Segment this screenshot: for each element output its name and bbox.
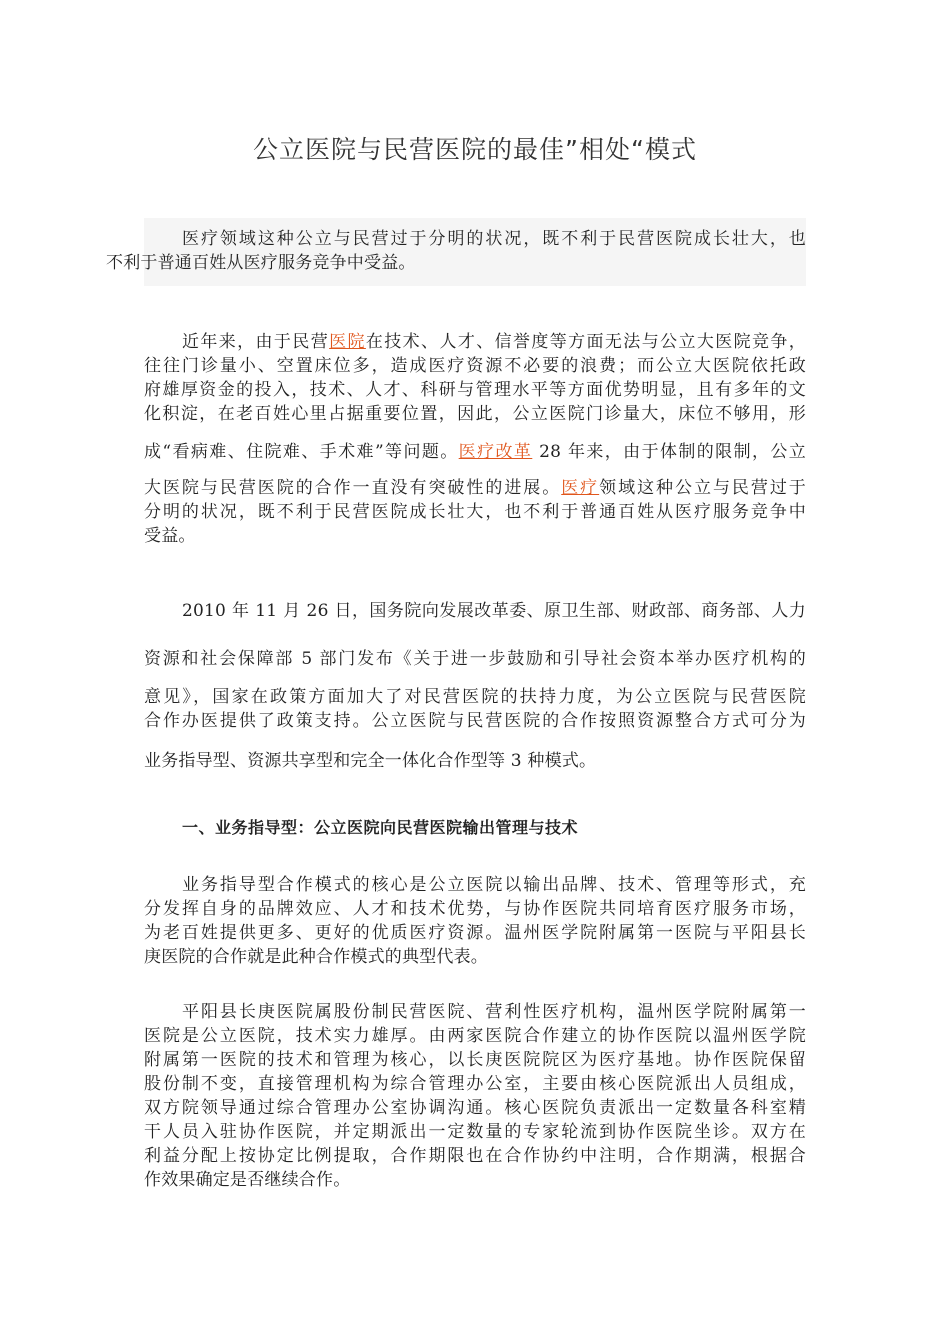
text-line: 受益。 <box>144 526 196 546</box>
text-line: 附属第一医院的技术和管理为核心，以长庚医院院区为医疗基地。协作医院保留 <box>144 1050 806 1070</box>
text-run: 大医院与民营医院的合作一直没有突破性的进展。 <box>144 478 562 498</box>
text-line: 往往门诊量小、空置床位多，造成医疗资源不必要的浪费；而公立大医院依托政 <box>144 356 806 376</box>
paragraph-2 <box>144 596 806 770</box>
text-line: 双方院领导通过综合管理办公室协调沟通。核心医院负责派出一定数量各科室精 <box>144 1098 806 1118</box>
text-run: 领域这种公立与民营过于 <box>599 478 806 498</box>
paragraph-4 <box>144 997 806 1189</box>
text-run: 近年来，由于民营 <box>182 332 330 352</box>
paragraph-3 <box>144 870 806 966</box>
text-line: 干人员入驻协作医院，并定期派出一定数量的专家轮流到协作医院坐诊。双方在 <box>144 1122 806 1142</box>
summary-line: 医疗领域这种公立与民营过于分明的状况，既不利于民营医院成长壮大，也 <box>182 229 806 249</box>
text-line: 分发挥自身的品牌效应、人才和技术优势，与协作医院共同培育医疗服务市场， <box>144 899 806 919</box>
text-run: 28 年来，由于体制的限制，公立 <box>532 442 806 462</box>
medical-reform-link[interactable]: 医疗改革 <box>458 442 533 462</box>
text-line: 合作办医提供了政策支持。公立医院与民营医院的合作按照资源整合方式可分为 <box>144 711 806 731</box>
page-title: 公立医院与民营医院的最佳”相处“模式 <box>253 135 697 164</box>
text-line: 化积淀，在老百姓心里占据重要位置，因此，公立医院门诊量大，床位不够用，形 <box>144 404 806 424</box>
text-line: 利益分配上按协定比例提取，合作期限也在合作协约中注明，合作期满，根据合 <box>144 1146 806 1166</box>
summary-box <box>106 218 806 286</box>
text-line: 分明的状况，既不利于民营医院成长壮大，也不利于普通百姓从医疗服务竞争中 <box>144 502 806 522</box>
summary-line: 不利于普通百姓从医疗服务竞争中受益。 <box>106 253 416 273</box>
text-line: 府雄厚资金的投入，技术、人才、科研与管理水平等方面优势明显，且有多年的文 <box>144 380 806 400</box>
text-line: 股份制不变，直接管理机构为综合管理办公室，主要由核心医院派出人员组成， <box>144 1074 806 1094</box>
text-line: 为老百姓提供更多、更好的优质医疗资源。温州医学院附属第一医院与平阳县长 <box>144 923 806 943</box>
summary-text <box>106 224 806 279</box>
text-line <box>144 437 806 461</box>
text-line: 庚医院的合作就是此种合作模式的典型代表。 <box>144 947 488 967</box>
text-line: 2010 年 11 月 26 日，国务院向发展改革委、原卫生部、财政部、商务部、人力 <box>182 601 806 621</box>
medical-link[interactable]: 医疗 <box>561 478 600 498</box>
text-line: 平阳县长庚医院属股份制民营医院、营利性医疗机构，温州医学院附属第一 <box>182 1002 806 1022</box>
paragraph-1 <box>144 327 806 545</box>
text-line: 业务指导型合作模式的核心是公立医院以输出品牌、技术、管理等形式，充 <box>182 875 806 895</box>
text-run: 成“看病难、住院难、手术难”等问题。 <box>144 442 459 462</box>
text-line: 意见》，国家在政策方面加大了对民营医院的扶持力度，为公立医院与民营医院 <box>144 687 806 707</box>
text-line: 作效果确定是否继续合作。 <box>144 1170 351 1190</box>
text-line: 资源和社会保障部 5 部门发布《关于进一步鼓励和引导社会资本举办医疗机构的 <box>144 649 806 669</box>
text-line: 医院是公立医院，技术实力雄厚。由两家医院合作建立的协作医院以温州医学院 <box>144 1026 806 1046</box>
text-run: 在技术、人才、信誉度等方面无法与公立大医院竞争， <box>365 332 806 352</box>
text-line: 业务指导型、资源共享型和完全一体化合作型等 3 种模式。 <box>144 751 597 771</box>
text-line <box>144 473 806 497</box>
section-heading: 一、业务指导型：公立医院向民营医院输出管理与技术 <box>182 818 579 837</box>
hospital-link[interactable]: 医院 <box>329 332 366 352</box>
text-line <box>144 327 806 351</box>
